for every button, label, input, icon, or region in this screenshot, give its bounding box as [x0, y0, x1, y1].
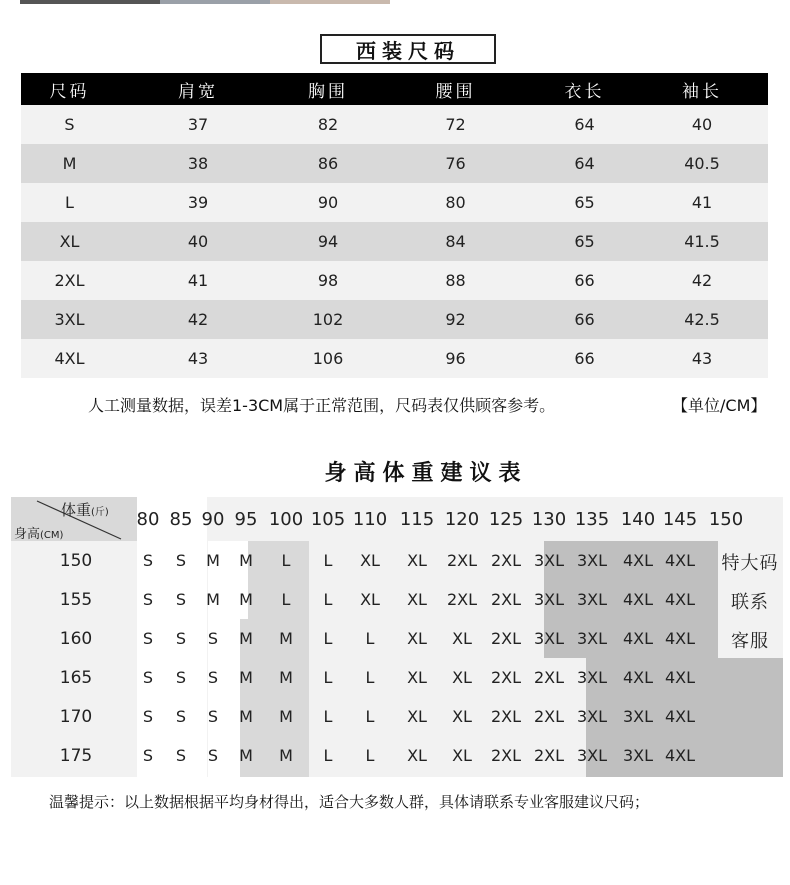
- suit-size-title: 西装尺码: [320, 34, 496, 64]
- weight-header-cell: 125: [488, 509, 524, 530]
- size-cell: L: [365, 668, 375, 687]
- height-row-label: 155: [59, 590, 93, 610]
- size-cell: XL: [407, 668, 427, 687]
- size-cell: 4XL: [622, 629, 654, 648]
- size-cell: S: [175, 551, 187, 570]
- suit-table-cell: 39: [187, 193, 209, 212]
- measurement-note-text: 人工测量数据，误差1-3CM属于正常范围，尺码表仅供顾客参考。: [88, 396, 556, 415]
- suit-header-cell: 腰围: [435, 81, 476, 102]
- weight-header-cell: 85: [169, 509, 193, 530]
- size-cell: 2XL: [533, 746, 565, 765]
- suit-table-cell: 3XL: [54, 310, 85, 329]
- size-cell: S: [175, 668, 187, 687]
- size-cell: 3XL: [576, 668, 608, 687]
- suit-table-cell: L: [65, 193, 74, 212]
- size-cell: XL: [360, 590, 380, 609]
- size-cell: 3XL: [576, 551, 608, 570]
- size-cell: S: [142, 707, 154, 726]
- weight-header-cell: 100: [268, 509, 304, 530]
- suit-table-cell: 96: [445, 349, 466, 368]
- table-row: [21, 339, 768, 378]
- weight-header-cell: 110: [352, 509, 388, 530]
- height-unit: (CM): [40, 530, 64, 541]
- size-cell: M: [279, 707, 293, 726]
- size-cell: 3XL: [622, 746, 654, 765]
- suit-table-cell: 82: [317, 115, 339, 134]
- size-cell: M: [279, 746, 293, 765]
- size-cell: L: [323, 551, 333, 570]
- size-cell: M: [239, 746, 253, 765]
- size-cell: 4XL: [664, 707, 696, 726]
- height-row-label: 170: [59, 707, 93, 727]
- measurement-note: [88, 393, 767, 416]
- weight-header-cell: 150: [708, 509, 744, 530]
- weight-header-cell: 145: [662, 509, 698, 530]
- size-cell: S: [207, 746, 219, 765]
- size-cell: 3XL: [533, 629, 565, 648]
- size-cell: 3XL: [622, 707, 654, 726]
- size-cell: XL: [407, 629, 427, 648]
- weight-header-cell: 120: [444, 509, 480, 530]
- suit-table-cell: 2XL: [54, 271, 85, 290]
- suit-table-cell: 76: [445, 154, 466, 173]
- suit-table-cell: 41: [187, 271, 209, 290]
- height-axis-label: [14, 523, 63, 542]
- oversize-contact-note: 联系: [731, 592, 769, 613]
- size-cell: M: [239, 590, 253, 609]
- height-row-label: 160: [59, 629, 93, 649]
- size-cell: L: [281, 590, 291, 609]
- size-cell: S: [207, 629, 219, 648]
- size-cell: 3XL: [533, 551, 565, 570]
- size-cell: 4XL: [664, 551, 696, 570]
- suit-table-cell: 40: [691, 115, 713, 134]
- size-cell: M: [239, 668, 253, 687]
- size-cell: 2XL: [490, 668, 522, 687]
- suit-header-cell: 胸围: [308, 81, 348, 102]
- weight-header-cell: 130: [531, 509, 567, 530]
- size-cell: 3XL: [576, 746, 608, 765]
- suit-table-cell: 65: [574, 193, 595, 212]
- suit-table-cell: 106: [312, 349, 344, 368]
- size-cell: S: [142, 590, 154, 609]
- suit-table-cell: 42: [187, 310, 209, 329]
- size-cell: 4XL: [664, 668, 696, 687]
- suit-table-cell: 40: [187, 232, 209, 251]
- size-cell: XL: [407, 551, 427, 570]
- size-cell: S: [175, 707, 187, 726]
- size-cell: 4XL: [664, 629, 696, 648]
- table-row: [21, 261, 768, 300]
- weight-header-cell: 135: [574, 509, 610, 530]
- suit-table-cell: 43: [187, 349, 209, 368]
- suit-table-cell: 84: [445, 232, 466, 251]
- size-cell: XL: [452, 629, 472, 648]
- suit-table-cell: 66: [574, 310, 595, 329]
- size-cell: S: [142, 668, 154, 687]
- suit-table-cell: 37: [187, 115, 209, 134]
- size-cell: S: [142, 746, 154, 765]
- weight-header-cell: 115: [399, 509, 435, 530]
- size-cell: M: [206, 590, 220, 609]
- suit-table-header: [21, 73, 768, 105]
- suit-table-cell: 66: [574, 349, 595, 368]
- height-row-label: 150: [59, 551, 93, 571]
- size-cell: 2XL: [446, 551, 478, 570]
- suit-table-cell: 43: [691, 349, 713, 368]
- size-cell: 2XL: [490, 746, 522, 765]
- size-cell: XL: [407, 707, 427, 726]
- suit-header-cell: 袖长: [682, 81, 722, 102]
- size-cell: L: [365, 746, 375, 765]
- size-cell: 3XL: [576, 707, 608, 726]
- grid-shade-block: [718, 658, 783, 777]
- size-cell: 3XL: [576, 629, 608, 648]
- size-cell: 4XL: [622, 590, 654, 609]
- size-cell: L: [365, 629, 375, 648]
- size-cell: 4XL: [622, 668, 654, 687]
- size-cell: M: [239, 629, 253, 648]
- size-cell: M: [239, 551, 253, 570]
- size-cell: 2XL: [533, 668, 565, 687]
- weight-header-cell: 140: [620, 509, 656, 530]
- suit-table-cell: 86: [317, 154, 339, 173]
- size-cell: XL: [452, 707, 472, 726]
- suit-table-cell: 41.5: [684, 232, 720, 251]
- oversize-contact-note: 客服: [731, 631, 769, 652]
- suit-header-cell: 肩宽: [178, 81, 218, 102]
- top-photo-strip: [0, 0, 790, 4]
- weight-unit: (斤): [91, 507, 109, 518]
- suit-table-cell: 42.5: [684, 310, 720, 329]
- suit-table-cell: 41: [691, 193, 713, 212]
- table-row: [21, 183, 768, 222]
- size-cell: 2XL: [490, 551, 522, 570]
- size-cell: XL: [360, 551, 380, 570]
- height-weight-title: 身高体重建议表: [324, 461, 528, 486]
- unit-label: 【单位/CM】: [672, 396, 767, 415]
- suit-table-cell: 65: [574, 232, 595, 251]
- weight-label: 体重: [61, 501, 92, 519]
- suit-table-cell: 88: [445, 271, 466, 290]
- size-cell: L: [323, 668, 333, 687]
- size-cell: S: [207, 707, 219, 726]
- size-cell: L: [323, 746, 333, 765]
- size-cell: L: [323, 590, 333, 609]
- suit-table-cell: 64: [574, 154, 595, 173]
- suit-table-body: [21, 105, 768, 378]
- size-cell: XL: [452, 668, 472, 687]
- grid-corner-header: [11, 497, 137, 541]
- weight-header-cell: 95: [234, 509, 258, 530]
- suit-table-cell: 94: [317, 232, 339, 251]
- suit-table-cell: 80: [445, 193, 466, 212]
- size-cell: 4XL: [664, 746, 696, 765]
- weight-header-cell: 105: [310, 509, 346, 530]
- weight-axis-label: [61, 499, 109, 520]
- suit-table-cell: 72: [445, 115, 466, 134]
- size-cell: 3XL: [533, 590, 565, 609]
- suit-header-cell: 尺码: [49, 81, 90, 102]
- table-row: [21, 105, 768, 144]
- size-cell: L: [281, 551, 291, 570]
- size-cell: 4XL: [664, 590, 696, 609]
- suit-header-cell: 衣长: [564, 81, 605, 102]
- suit-table-cell: 4XL: [54, 349, 85, 368]
- size-cell: 3XL: [576, 590, 608, 609]
- size-cell: L: [323, 629, 333, 648]
- suit-table-cell: 98: [317, 271, 339, 290]
- size-cell: 2XL: [490, 629, 522, 648]
- suit-table-cell: 90: [317, 193, 339, 212]
- suit-table-cell: 64: [574, 115, 595, 134]
- height-weight-grid: [11, 497, 783, 777]
- weight-header-cell: 80: [136, 509, 160, 530]
- size-cell: M: [279, 629, 293, 648]
- suit-size-table: [21, 73, 768, 378]
- suit-table-cell: 38: [187, 154, 209, 173]
- size-cell: S: [175, 746, 187, 765]
- tip-note: 温馨提示：以上数据根据平均身材得出，适合大多数人群，具体请联系专业客服建议尺码；: [49, 793, 650, 811]
- height-label: 身高: [14, 527, 41, 542]
- size-cell: L: [323, 707, 333, 726]
- table-row: [21, 144, 768, 183]
- size-cell: L: [365, 707, 375, 726]
- size-cell: 2XL: [446, 590, 478, 609]
- table-row: [21, 300, 768, 339]
- size-cell: S: [207, 668, 219, 687]
- size-cell: S: [142, 629, 154, 648]
- size-cell: 2XL: [490, 707, 522, 726]
- table-row: [21, 222, 768, 261]
- suit-table-cell: XL: [59, 232, 80, 251]
- size-cell: 2XL: [490, 590, 522, 609]
- size-cell: XL: [407, 590, 427, 609]
- size-cell: M: [239, 707, 253, 726]
- suit-table-cell: 66: [574, 271, 595, 290]
- size-cell: S: [175, 629, 187, 648]
- height-row-label: 175: [59, 746, 93, 766]
- suit-table-cell: 42: [691, 271, 713, 290]
- weight-header-cell: 90: [201, 509, 225, 530]
- height-row-label: 165: [59, 668, 93, 688]
- size-cell: 4XL: [622, 551, 654, 570]
- size-cell: XL: [452, 746, 472, 765]
- suit-table-cell: 40.5: [684, 154, 720, 173]
- size-cell: S: [142, 551, 154, 570]
- grid-shade-block: [137, 541, 207, 777]
- suit-table-cell: M: [62, 154, 77, 173]
- oversize-contact-note: 特大码: [721, 553, 779, 574]
- suit-table-cell: 102: [312, 310, 344, 329]
- size-cell: XL: [407, 746, 427, 765]
- size-cell: S: [175, 590, 187, 609]
- size-cell: M: [279, 668, 293, 687]
- size-cell: 2XL: [533, 707, 565, 726]
- size-cell: M: [206, 551, 220, 570]
- suit-table-cell: 92: [445, 310, 466, 329]
- suit-table-cell: S: [64, 115, 75, 134]
